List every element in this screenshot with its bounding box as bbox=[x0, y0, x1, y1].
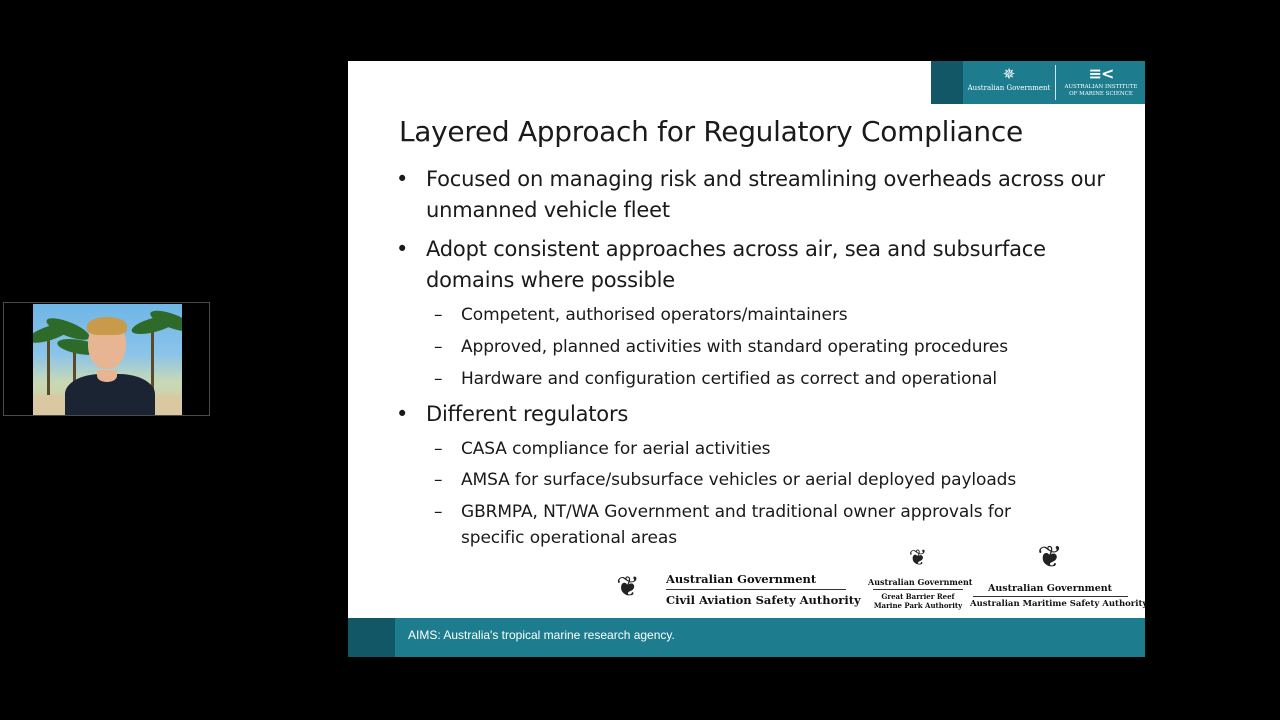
presentation-slide bbox=[348, 61, 1148, 657]
webcam-video bbox=[33, 304, 182, 415]
sub-bullet-text: Competent, authorised operators/maintainers bbox=[461, 305, 848, 325]
aims-logo-icon: ≡< bbox=[1088, 64, 1114, 83]
sub-bullet-text: AMSA for surface/subsurface vehicles or aerial deployed payloads bbox=[461, 470, 1017, 490]
bullet-dot-icon: • bbox=[396, 237, 409, 261]
header-accent-block bbox=[931, 61, 963, 104]
sub-bullet-text: Approved, planned activities with standard operating procedures bbox=[461, 337, 1009, 357]
slide-footer bbox=[348, 618, 1145, 657]
amsa-logo-line1: Australian Government bbox=[987, 583, 1113, 594]
coat-of-arms-icon: ❦ bbox=[908, 546, 928, 571]
gov-logo-caption: Australian Government bbox=[967, 84, 1051, 92]
coat-of-arms-icon: ❦ bbox=[616, 570, 640, 603]
amsa-logo bbox=[970, 533, 1148, 613]
dash-icon: – bbox=[434, 369, 443, 389]
dash-icon: – bbox=[434, 305, 443, 325]
header-logo-bar bbox=[931, 61, 1145, 104]
gbrmpa-logo-line3: Marine Park Authority bbox=[873, 601, 963, 610]
bullet-text: Different regulators bbox=[426, 402, 629, 426]
footer-tagline: AIMS: Australia's tropical marine research agency. bbox=[408, 628, 675, 642]
bullet-text: Adopt consistent approaches across air, sea and subsurface domains where possible bbox=[426, 237, 1046, 292]
gbrmpa-logo-line1: Australian Government bbox=[868, 577, 973, 587]
gbrmpa-logo-line2: Great Barrier Reef bbox=[881, 592, 955, 601]
bullet-text: Focused on managing risk and streamlining overheads across our unmanned vehicle fleet bbox=[426, 167, 1105, 222]
aims-caption-2: OF MARINE SCIENCE bbox=[1069, 91, 1133, 97]
footer-accent-block bbox=[348, 618, 395, 657]
casa-logo bbox=[596, 564, 861, 610]
dash-icon: – bbox=[434, 470, 443, 490]
bullet-dot-icon: • bbox=[396, 167, 409, 191]
aims-caption-1: AUSTRALIAN INSTITUTE bbox=[1064, 84, 1138, 90]
casa-logo-line2: Civil Aviation Safety Authority bbox=[666, 593, 861, 607]
logo-divider bbox=[1055, 65, 1056, 100]
bullet-dot-icon: • bbox=[396, 402, 409, 426]
sub-bullet-text: CASA compliance for aerial activities bbox=[461, 439, 771, 459]
presenter-webcam[interactable] bbox=[3, 302, 210, 416]
sub-bullet-text: GBRMPA, NT/WA Government and traditional owner approvals for specific operational areas bbox=[461, 502, 1011, 548]
dash-icon: – bbox=[434, 502, 443, 522]
australian-government-logo bbox=[963, 61, 1055, 104]
coat-of-arms-icon: ✵ bbox=[1002, 65, 1016, 83]
sub-bullet-text: Hardware and configuration certified as correct and operational bbox=[461, 369, 998, 389]
dash-icon: – bbox=[434, 337, 443, 357]
coat-of-arms-icon: ❦ bbox=[1037, 540, 1063, 575]
amsa-logo-line2: Australian Maritime Safety Authority bbox=[970, 599, 1148, 609]
aims-logo bbox=[1059, 61, 1143, 104]
slide-title: Layered Approach for Regulatory Compliance bbox=[399, 115, 1023, 148]
dash-icon: – bbox=[434, 439, 443, 459]
gbrmpa-logo bbox=[868, 541, 973, 613]
casa-logo-line1: Australian Government bbox=[666, 572, 817, 586]
